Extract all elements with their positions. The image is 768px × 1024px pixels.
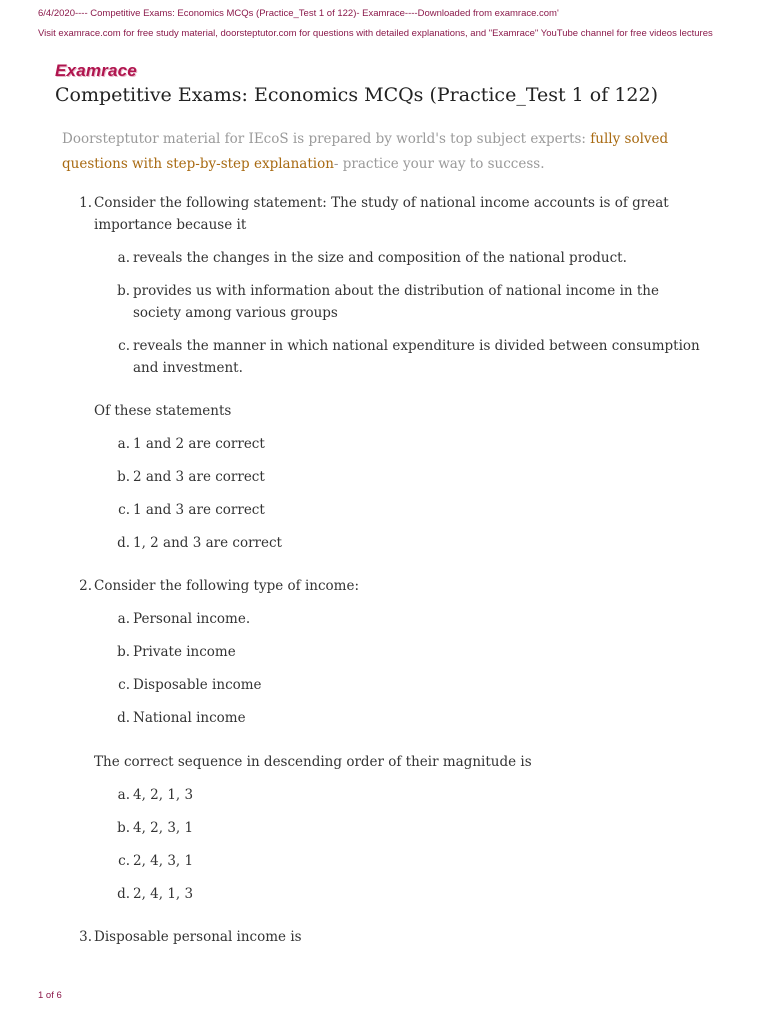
option-text: 2, 4, 3, 1 <box>133 853 194 869</box>
item-label: b. <box>117 644 130 660</box>
item-text: reveals the manner in which national expenditure is divided between consumption and investment. <box>133 338 700 376</box>
statement-item <box>110 707 710 729</box>
statement-item <box>110 247 710 269</box>
answer-option[interactable] <box>110 466 710 488</box>
option-label: a. <box>117 436 130 452</box>
question-2 <box>76 575 716 597</box>
question-text: Consider the following type of income: <box>94 578 359 594</box>
option-text: 4, 2, 3, 1 <box>133 820 194 836</box>
option-label: b. <box>117 469 130 485</box>
item-label: a. <box>117 611 130 627</box>
download-header: 6/4/2020---- Competitive Exams: Economics MCQs (Practice_Test 1 of 122)- Examrace----Downloaded from examrace.com' <box>38 8 559 19</box>
item-text: reveals the changes in the size and composition of the national product. <box>133 250 627 266</box>
item-text: Disposable income <box>133 677 262 693</box>
item-label: a. <box>117 250 130 266</box>
intro-link[interactable]: fully solved questions with step-by-step explanation <box>62 131 669 172</box>
page-counter: 1 of 6 <box>38 990 62 1001</box>
option-label: c. <box>118 502 130 518</box>
intro-text-end: - practice your way to success. <box>333 156 545 172</box>
statement-item <box>110 335 710 379</box>
option-text: 2, 4, 1, 3 <box>133 886 194 902</box>
statement-item <box>110 280 710 324</box>
question-number: 2. <box>79 578 92 594</box>
question-3 <box>76 926 716 948</box>
item-label: c. <box>118 677 130 693</box>
answer-option[interactable] <box>110 532 710 554</box>
answer-option[interactable] <box>110 784 710 806</box>
option-label: d. <box>117 535 130 551</box>
page-title: Competitive Exams: Economics MCQs (Practice_Test 1 of 122) <box>55 84 658 106</box>
question-subprompt: The correct sequence in descending order of their magnitude is <box>94 754 532 770</box>
item-text: provides us with information about the distribution of national income in the society among various groups <box>133 283 659 321</box>
option-label: a. <box>117 787 130 803</box>
option-label: b. <box>117 820 130 836</box>
item-text: Personal income. <box>133 611 251 627</box>
statement-item <box>110 674 710 696</box>
intro-text: Doorsteptutor material for IEcoS is prepared by world's top subject experts: <box>62 131 591 147</box>
visit-notice: Visit examrace.com for free study material, doorsteptutor.com for questions with detailed explanations, and "Examrace" YouTube channel for free videos lectures <box>38 28 713 39</box>
statement-item <box>110 608 710 630</box>
answer-option[interactable] <box>110 850 710 872</box>
question-text: Disposable personal income is <box>94 929 302 945</box>
item-label: d. <box>117 710 130 726</box>
option-label: d. <box>117 886 130 902</box>
item-label: b. <box>117 283 130 299</box>
option-text: 1, 2 and 3 are correct <box>133 535 282 551</box>
option-text: 1 and 2 are correct <box>133 436 265 452</box>
option-label: c. <box>118 853 130 869</box>
question-1 <box>76 192 716 236</box>
answer-option[interactable] <box>110 499 710 521</box>
item-label: c. <box>118 338 130 354</box>
item-text: Private income <box>133 644 236 660</box>
examrace-logo: Examrace <box>55 61 137 80</box>
item-text: National income <box>133 710 246 726</box>
question-text: Consider the following statement: The study of national income accounts is of great importance because it <box>94 195 669 233</box>
option-text: 1 and 3 are correct <box>133 502 265 518</box>
option-text: 2 and 3 are correct <box>133 469 265 485</box>
intro-paragraph <box>62 127 702 177</box>
answer-option[interactable] <box>110 433 710 455</box>
question-subprompt: Of these statements <box>94 403 232 419</box>
answer-option[interactable] <box>110 883 710 905</box>
answer-option[interactable] <box>110 817 710 839</box>
question-number: 3. <box>79 929 92 945</box>
option-text: 4, 2, 1, 3 <box>133 787 194 803</box>
statement-item <box>110 641 710 663</box>
question-number: 1. <box>79 195 92 211</box>
